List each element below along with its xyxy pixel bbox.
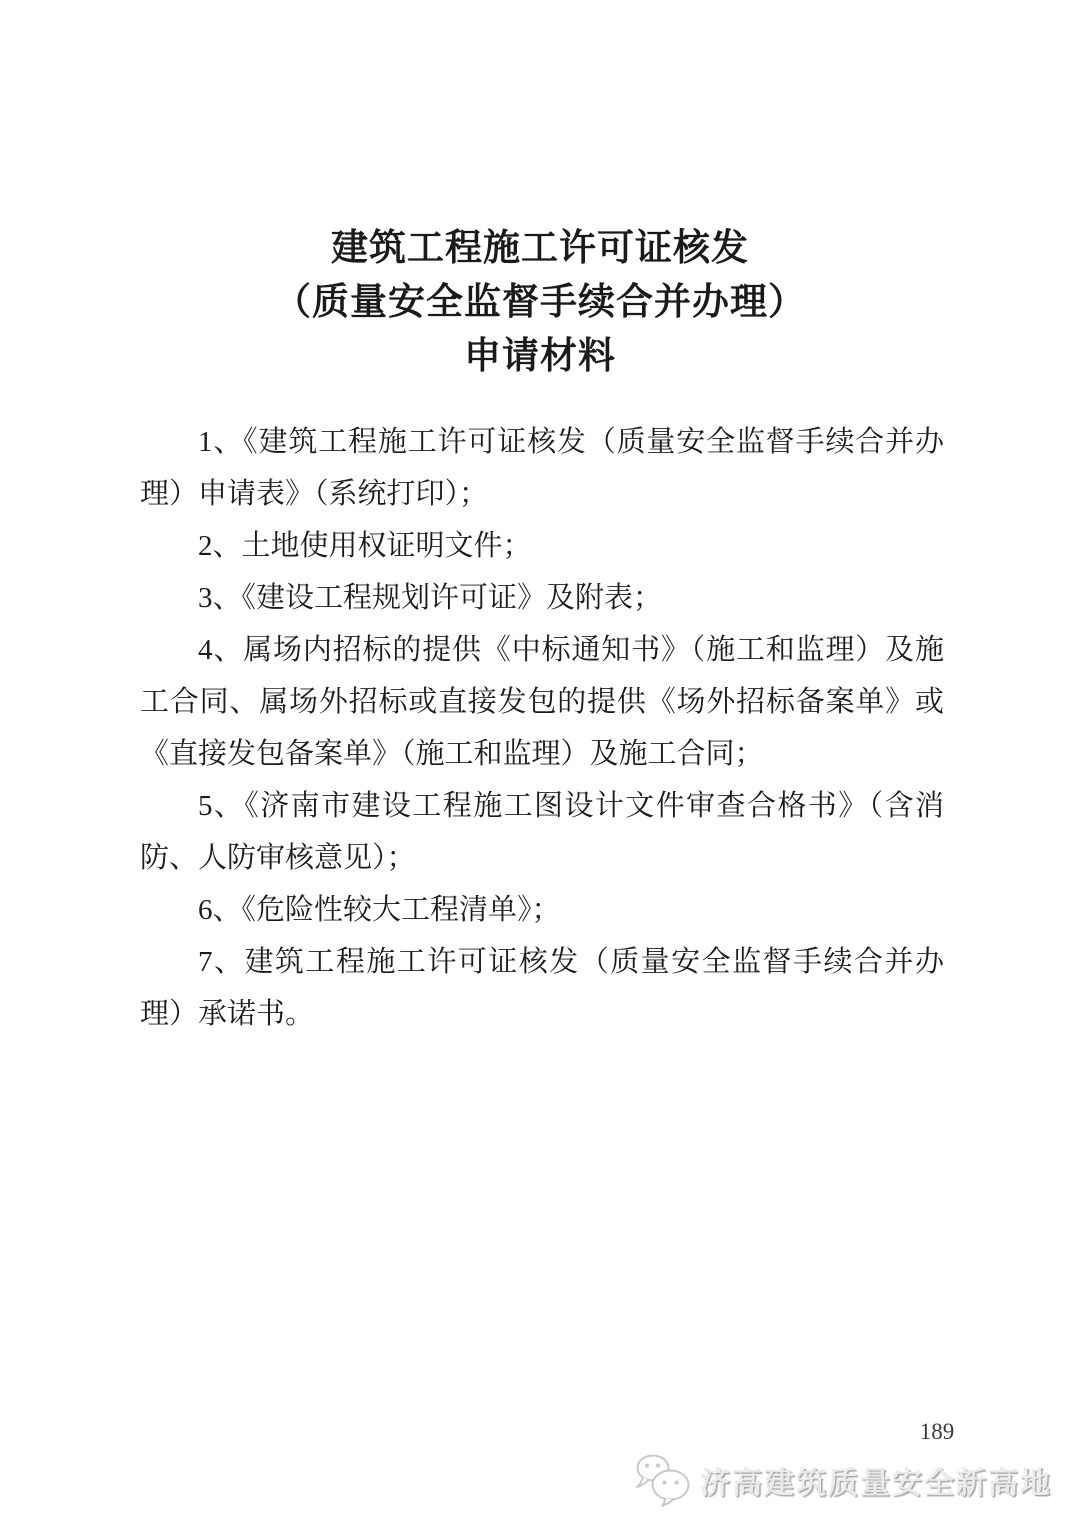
- list-item-5: 5、《济南市建设工程施工图设计文件审查合格书》（含消防、人防审核意见）；: [140, 790, 944, 874]
- list-item-3: 3、《建设工程规划许可证》及附表；: [198, 582, 663, 614]
- title-line-1: 建筑工程施工许可证核发: [331, 228, 749, 269]
- title-line-3: 申请材料: [464, 336, 616, 377]
- list-item-1: 1、《建筑工程施工许可证核发（质量安全监督手续合并办理）申请表》（系统打印）；: [140, 426, 944, 510]
- list-item-7: 7、建筑工程施工许可证核发（质量安全监督手续合并办理）承诺书。: [140, 946, 944, 1030]
- list-item-2: 2、土地使用权证明文件；: [198, 530, 532, 562]
- watermark: [634, 1453, 1052, 1507]
- document-title: [0, 222, 1080, 384]
- title-line-2: （质量安全监督手续合并办理）: [274, 282, 806, 323]
- list-item-6: 6、《危险性较大工程清单》；: [198, 894, 561, 926]
- list-item-4: 4、属场内招标的提供《中标通知书》（施工和监理）及施工合同、属场外招标或直接发包的提供《场外招标备案单》或《直接发包备案单》（施工和监理）及施工合同；: [140, 634, 944, 770]
- page-number: 189: [919, 1419, 955, 1444]
- application-materials-list: [140, 416, 944, 1040]
- wechat-icon: [634, 1453, 692, 1507]
- watermark-text: 济高建筑质量安全新高地: [700, 1467, 1052, 1500]
